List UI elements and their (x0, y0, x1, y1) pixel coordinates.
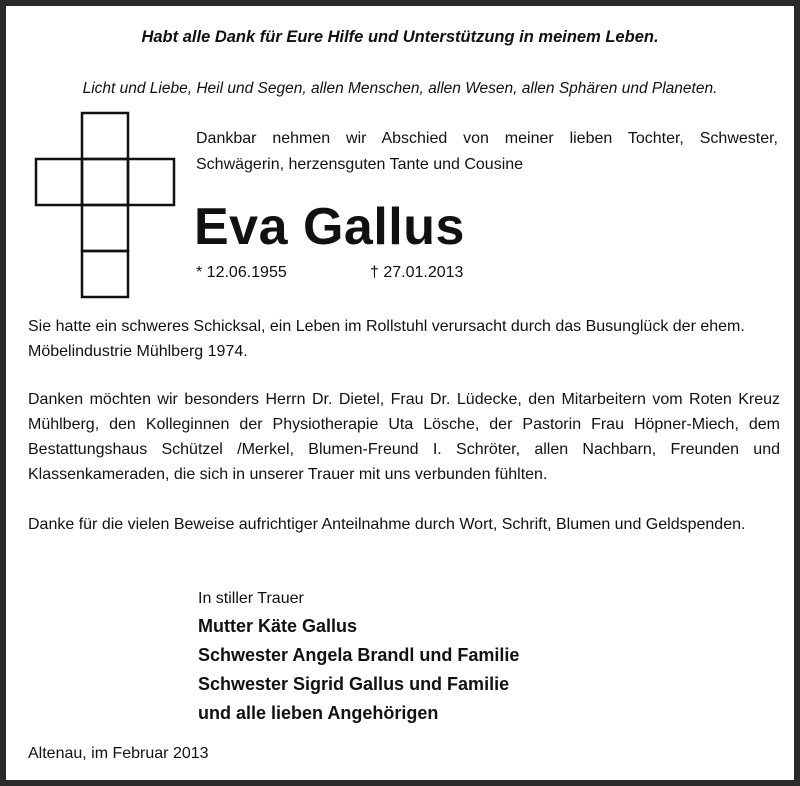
place-date: Altenau, im Februar 2013 (28, 745, 209, 762)
mourner-entry: Schwester Sigrid Gallus und Familie (198, 674, 510, 694)
death-date: † 27.01.2013 (370, 264, 464, 281)
mourner-entry: Schwester Angela Brandl und Familie (198, 645, 520, 665)
mourners-list (198, 612, 519, 728)
motto: Habt alle Dank für Eure Hilfe und Unterstützung in meinem Leben. (141, 28, 659, 46)
deceased-name: Eva Gallus (194, 198, 465, 256)
birth-date: * 12.06.1955 (196, 264, 287, 281)
mourner-entry: Mutter Käte Gallus (198, 616, 358, 636)
mourner-entry: und alle lieben Angehörigen (198, 703, 439, 723)
thanks-paragraph: Danken möchten wir besonders Herrn Dr. Dietel, Frau Dr. Lüdecke, den Mitarbeitern vom Roten Kreuz Mühlberg, den Kolleginnen der Physiotherapie Uta Lösche, der Pastorin Frau Höpner-Miech, dem Bestattungshaus Schützel /Merkel, Blumen-Freund I. Schröter, allen Nachbarn, Freunden und Klassenkameraden, die sich in unserer Trauer mit uns verbunden fühlten. (28, 391, 780, 483)
thanks-closing-paragraph: Danke für die vielen Beweise aufrichtiger Anteilnahme durch Wort, Schrift, Blumen und Geldspenden. (28, 516, 746, 533)
farewell-intro: Dankbar nehmen wir Abschied von meiner lieben Tochter, Schwester, Schwägerin, herzensguten Tante und Cousine (196, 130, 778, 173)
blessing: Licht und Liebe, Heil und Segen, allen Menschen, allen Wesen, allen Sphären und Planeten. (82, 80, 718, 97)
life-story-paragraph: Sie hatte ein schweres Schicksal, ein Leben im Rollstuhl verursacht durch das Busunglück der ehem. Möbelindustrie Mühlberg 1974. (28, 318, 745, 360)
mourning-intro: In stiller Trauer (198, 590, 304, 607)
cross-icon (28, 111, 198, 301)
